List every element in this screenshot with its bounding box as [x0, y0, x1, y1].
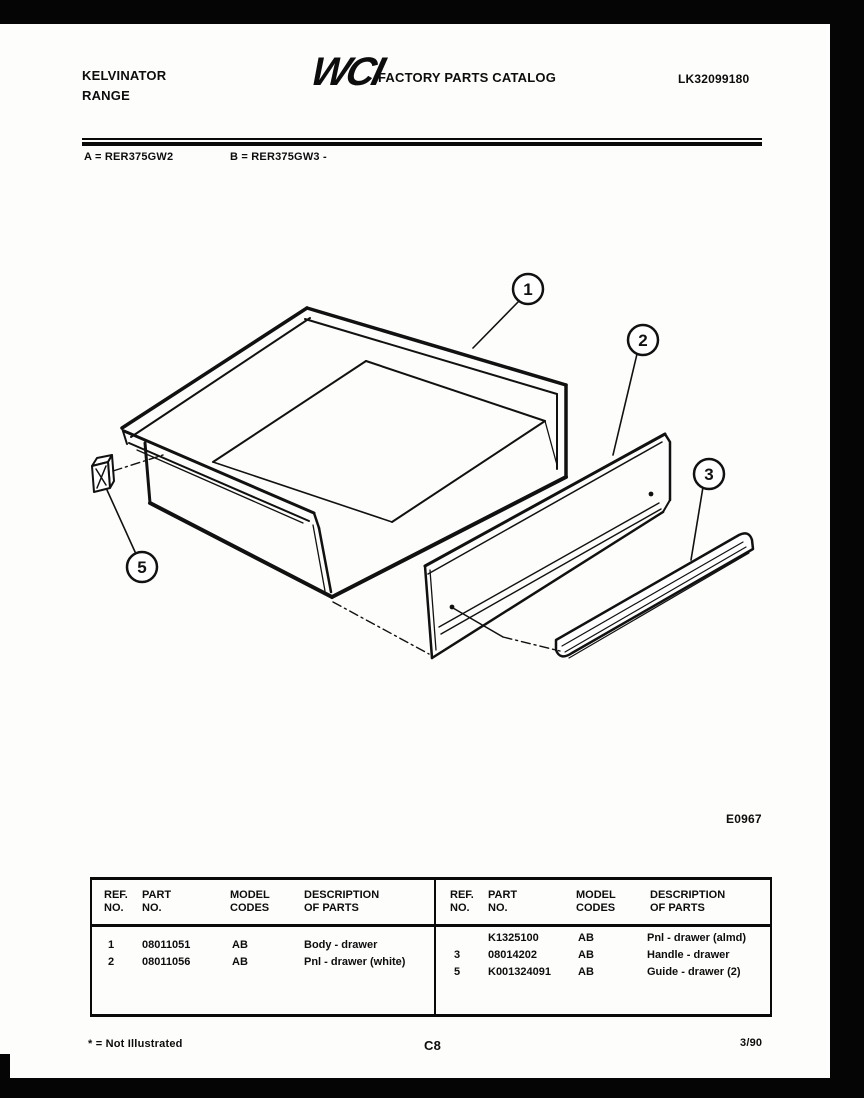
part-cell: 08011056 — [142, 956, 191, 968]
revision-date: 3/90 — [740, 1037, 763, 1049]
col-header-part: PART NO. — [488, 889, 518, 914]
page-code: C8 — [424, 1038, 442, 1053]
table-header-separator — [92, 924, 770, 927]
centerlines — [113, 455, 560, 654]
callout-5 — [127, 552, 157, 582]
wci-logo: WCI — [306, 50, 387, 94]
col-header-ref: REF. NO. — [450, 889, 474, 914]
col-header-desc: DESCRIPTION OF PARTS — [650, 889, 726, 914]
part-cell: 08014202 — [488, 949, 537, 961]
brand-name: KELVINATOR — [82, 68, 167, 83]
desc-cell: Pnl - drawer (almd) — [647, 932, 747, 944]
drawer-guide-clip-drawing — [92, 455, 114, 492]
drawer-panel-drawing — [425, 434, 670, 658]
part-cell: K001324091 — [488, 966, 552, 978]
desc-cell: Guide - drawer (2) — [647, 966, 741, 978]
brand-product-line: RANGE — [82, 88, 130, 103]
callout-1 — [513, 274, 543, 304]
desc-cell: Pnl - drawer (white) — [304, 956, 406, 968]
document-number: LK32099180 — [678, 72, 750, 86]
col-header-model: MODEL CODES — [230, 889, 270, 914]
panel-screw-hole — [649, 492, 654, 497]
codes-cell: AB — [578, 932, 594, 944]
drawer-body-drawing — [122, 308, 566, 597]
svg-text:2: 2 — [638, 331, 648, 350]
codes-cell: AB — [578, 966, 594, 978]
table-center-divider — [434, 880, 436, 1014]
col-header-part: PART NO. — [142, 889, 172, 914]
ref-cell: 3 — [454, 949, 461, 961]
col-header-desc: DESCRIPTION OF PARTS — [304, 889, 380, 914]
svg-text:5: 5 — [137, 558, 147, 577]
ref-cell: 5 — [454, 966, 461, 978]
codes-cell: AB — [578, 949, 594, 961]
callout-2 — [628, 325, 658, 355]
col-header-ref: REF. NO. — [104, 889, 128, 914]
not-illustrated-note: * = Not Illustrated — [88, 1038, 183, 1050]
ref-cell: 2 — [108, 956, 115, 968]
svg-text:3: 3 — [704, 465, 714, 484]
catalog-title: FACTORY PARTS CATALOG — [378, 70, 557, 85]
callout-3 — [694, 459, 724, 489]
callout-leaders — [107, 301, 703, 560]
ref-cell: 1 — [108, 939, 115, 951]
model-b-label: B = RER375GW3 - — [230, 151, 327, 163]
figure-code: E0967 — [726, 812, 762, 826]
model-a-label: A = RER375GW2 — [84, 151, 174, 163]
col-header-model: MODEL CODES — [576, 889, 616, 914]
desc-cell: Handle - drawer — [647, 949, 730, 961]
parts-table — [90, 877, 772, 1017]
codes-cell: AB — [232, 956, 248, 968]
svg-text:1: 1 — [523, 280, 533, 299]
part-cell: 08011051 — [142, 939, 191, 951]
codes-cell: AB — [232, 939, 248, 951]
desc-cell: Body - drawer — [304, 939, 378, 951]
part-cell: K1325100 — [488, 932, 539, 944]
